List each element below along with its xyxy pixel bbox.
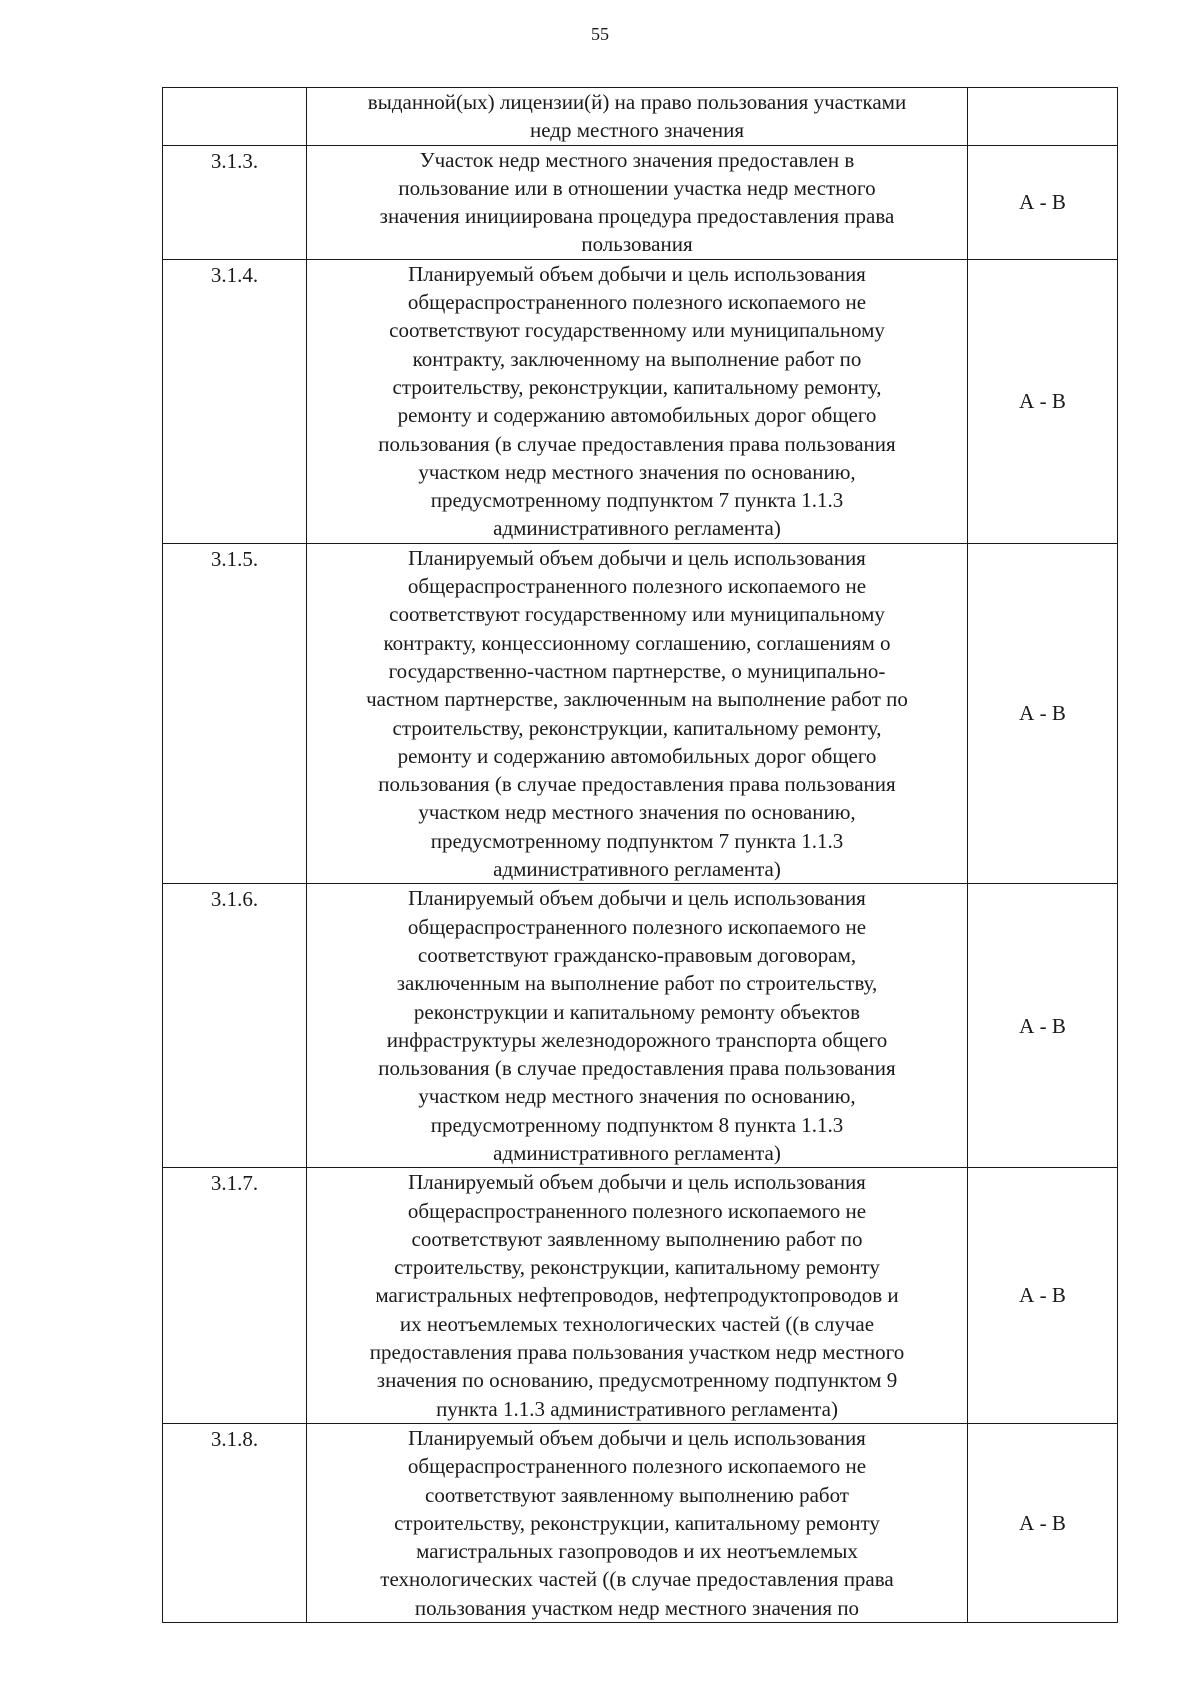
row-description — [307, 543, 968, 884]
description-line: ремонту и содержанию автомобильных дорог общего — [397, 743, 877, 768]
description-line: общераспространенного полезного ископаемого не — [407, 290, 867, 315]
description-line: контракту, заключенному на выполнение работ по — [412, 346, 862, 371]
description-line: государственно-частном партнерстве, о муниципально- — [388, 658, 886, 683]
row-number: 3.1.4. — [163, 259, 307, 543]
description-line: строительству, реконструкции, капитальному ремонту, — [392, 715, 882, 740]
description-line: общераспространенного полезного ископаемого не — [407, 574, 867, 599]
description-line: технологических частей ((в случае предоставления права — [380, 1567, 894, 1592]
row-number: 3.1.5. — [163, 543, 307, 884]
description-line: общераспространенного полезного ископаемого не — [407, 1454, 867, 1479]
row-number: 3.1.6. — [163, 884, 307, 1168]
description-line: Планируемый объем добычи и цель использования — [408, 1425, 866, 1450]
description-line: соответствуют государственному или муниципальному — [389, 602, 885, 627]
description-line: пользования (в случае предоставления права пользования — [378, 431, 896, 456]
row-code: А - В — [968, 543, 1118, 884]
row-code: А - В — [968, 884, 1118, 1168]
description-line: контракту, концессионному соглашению, соглашениям о — [383, 630, 891, 655]
row-code: А - В — [968, 145, 1118, 259]
description-line: общераспространенного полезного ископаемого не — [407, 1198, 867, 1223]
description-line: предусмотренному подпунктом 7 пункта 1.1.3 — [430, 488, 844, 513]
criteria-table — [162, 87, 1118, 1623]
table-row — [163, 884, 1118, 1168]
table-body — [163, 88, 1118, 1623]
table-row — [163, 259, 1118, 543]
row-description — [307, 259, 968, 543]
description-line: предусмотренному подпунктом 7 пункта 1.1.3 — [430, 828, 844, 853]
description-line: значения инициирована процедура предоставления права — [379, 204, 895, 229]
table-row — [163, 1168, 1118, 1424]
description-line: значения по основанию, предусмотренному подпунктом 9 — [376, 1368, 898, 1393]
description-line: реконструкции и капитальному ремонту объектов — [413, 999, 861, 1024]
description-line: пункта 1.1.3 административного регламента) — [436, 1396, 838, 1421]
description-line: строительству, реконструкции, капитальному ремонту, — [392, 374, 882, 399]
table-row — [163, 543, 1118, 884]
description-line: административного регламента) — [493, 857, 781, 882]
description-line: предоставления права пользования участком недр местного — [369, 1340, 905, 1365]
description-line: строительству, реконструкции, капитальному ремонту — [394, 1510, 880, 1535]
description-line: Участок недр местного значения предоставлен в — [419, 147, 855, 172]
description-line: пользования участком недр местного значения по — [414, 1595, 860, 1620]
row-code: А - В — [968, 1423, 1118, 1622]
row-code — [968, 88, 1118, 146]
description-line: ремонту и содержанию автомобильных дорог общего — [397, 403, 877, 428]
table-row — [163, 88, 1118, 146]
row-number: 3.1.8. — [163, 1423, 307, 1622]
description-line: соответствуют государственному или муниципальному — [389, 318, 885, 343]
row-description — [307, 1168, 968, 1424]
description-line: предусмотренному подпунктом 8 пункта 1.1.3 — [430, 1112, 844, 1137]
description-line: участком недр местного значения по основанию, — [418, 459, 856, 484]
row-description — [307, 1423, 968, 1622]
row-number: 3.1.3. — [163, 145, 307, 259]
description-line: Планируемый объем добычи и цель использования — [408, 886, 866, 911]
description-line: Планируемый объем добычи и цель использования — [408, 1170, 866, 1195]
description-line: административного регламента) — [493, 516, 781, 541]
description-line: соответствуют гражданско-правовым договорам, — [417, 942, 857, 967]
description-line: Планируемый объем добычи и цель использования — [408, 261, 866, 286]
row-code: А - В — [968, 259, 1118, 543]
description-line: участком недр местного значения по основанию, — [418, 800, 856, 825]
row-number: 3.1.7. — [163, 1168, 307, 1424]
description-line: Планируемый объем добычи и цель использования — [408, 545, 866, 570]
description-line: магистральных газопроводов и их неотъемлемых — [416, 1539, 858, 1564]
row-description — [307, 145, 968, 259]
description-line: общераспространенного полезного ископаемого не — [407, 914, 867, 939]
description-line: пользования (в случае предоставления права пользования — [378, 772, 896, 797]
description-line: соответствуют заявленному выполнению работ по — [411, 1226, 863, 1251]
row-description — [307, 884, 968, 1168]
description-line: выданной(ых) лицензии(й) на право пользования участками — [367, 90, 907, 114]
description-line: строительству, реконструкции, капитальному ремонту — [394, 1255, 880, 1280]
description-line: пользования (в случае предоставления права пользования — [378, 1056, 896, 1081]
description-line: их неотъемлемых технологических частей ((в случае — [399, 1311, 875, 1336]
table-row — [163, 145, 1118, 259]
description-line: недр местного значения — [530, 118, 744, 143]
description-line: инфраструктуры железнодорожного транспорта общего — [386, 1027, 888, 1052]
description-line: участком недр местного значения по основанию, — [418, 1084, 856, 1109]
description-line: частном партнерстве, заключенным на выполнение работ по — [366, 687, 908, 712]
description-line: заключенным на выполнение работ по строительству, — [396, 971, 878, 996]
page-number: 55 — [591, 24, 609, 44]
description-line: пользование или в отношении участка недр местного — [398, 175, 876, 200]
description-line: пользования — [581, 232, 693, 257]
row-number — [163, 88, 307, 146]
description-line: соответствуют заявленному выполнению работ — [425, 1482, 849, 1507]
row-description — [307, 88, 968, 146]
description-line: административного регламента) — [493, 1140, 781, 1165]
description-line: магистральных нефтепроводов, нефтепродуктопроводов и — [375, 1283, 899, 1308]
table-row — [163, 1423, 1118, 1622]
row-code: А - В — [968, 1168, 1118, 1424]
